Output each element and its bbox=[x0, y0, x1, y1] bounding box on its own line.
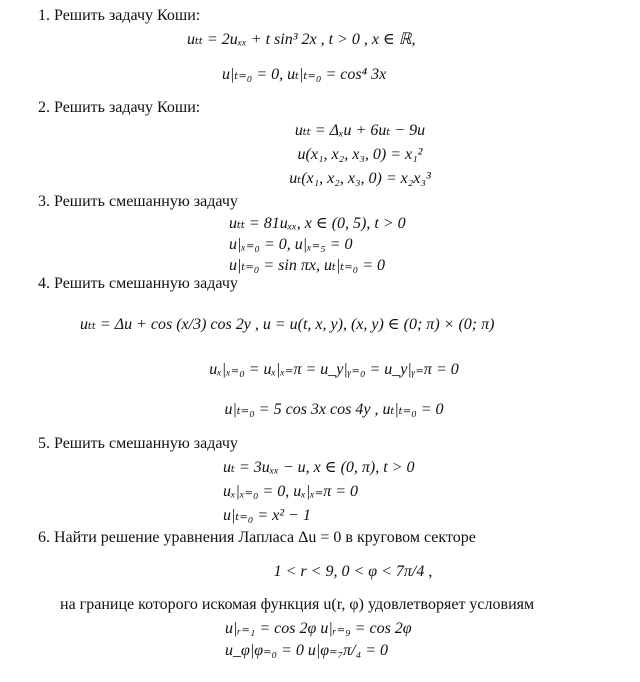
problem-3-initial: u|ₜ₌₀ = sin πx, uₜ|ₜ₌₀ = 0 bbox=[229, 257, 386, 274]
problem-title: Решить смешанную задачу bbox=[54, 275, 238, 292]
problem-number: 5. bbox=[38, 435, 50, 452]
problem-2-initial-ut: uₜ(x₁, x₂, x₃, 0) = x₂x₃³ bbox=[289, 170, 431, 187]
problem-1-equation: uₜₜ = 2uₓₓ + t sin³ 2x , t > 0 , x ∈ ℝ, bbox=[187, 31, 416, 48]
problem-4-initial: u|ₜ₌₀ = 5 cos 3x cos 4y , uₜ|ₜ₌₀ = 0 bbox=[224, 401, 444, 418]
problem-title: Решить задачу Коши: bbox=[54, 7, 201, 24]
problem-2-heading bbox=[38, 98, 200, 118]
problem-1-heading bbox=[38, 6, 200, 26]
problem-4-heading bbox=[38, 274, 238, 294]
problem-4-equation: uₜₜ = Δu + cos (x/3) cos 2y , u = u(t, x, y), (x, y) ∈ (0; π) × (0; π) bbox=[80, 316, 495, 333]
problem-title: Найти решение уравнения Лапласа Δu = 0 в круговом секторе bbox=[54, 529, 476, 546]
problem-5-initial: u|ₜ₌₀ = x² − 1 bbox=[223, 507, 311, 524]
problem-6-conditions-r: u|ᵣ₌₁ = cos 2φ u|ᵣ₌₉ = cos 2φ bbox=[225, 620, 412, 637]
problem-title: Решить смешанную задачу bbox=[54, 193, 238, 210]
problem-3-equation: uₜₜ = 81uₓₓ, x ∈ (0, 5), t > 0 bbox=[229, 215, 406, 232]
problem-number: 1. bbox=[38, 7, 50, 24]
problem-5-equation: uₜ = 3uₓₓ − u, x ∈ (0, π), t > 0 bbox=[223, 459, 415, 476]
problem-2-equation: uₜₜ = Δₓu + 6uₜ − 9u bbox=[294, 122, 426, 139]
problem-2-initial-u: u(x₁, x₂, x₃, 0) = x₁² bbox=[297, 146, 423, 163]
problem-6-heading bbox=[38, 528, 476, 548]
problem-1-conditions: u|ₜ₌₀ = 0, uₜ|ₜ₌₀ = cos⁴ 3x bbox=[222, 66, 387, 83]
problem-3-boundary: u|ₓ₌₀ = 0, u|ₓ₌₅ = 0 bbox=[229, 236, 353, 253]
problem-6-domain: 1 < r < 9, 0 < φ < 7π/4 , bbox=[273, 563, 433, 580]
problem-number: 3. bbox=[38, 193, 50, 210]
problem-5-heading bbox=[38, 434, 238, 454]
problem-6-conditions-phi: u_φ|φ₌₀ = 0 u|φ₌₇π/₄ = 0 bbox=[225, 642, 388, 659]
problem-4-boundary: uₓ|ₓ₌₀ = uₓ|ₓ₌π = u_y|ᵧ₌₀ = u_y|ᵧ₌π = 0 bbox=[209, 361, 459, 378]
problem-6-text: на границе которого искомая функция u(r, φ) удовлетворяет условиям bbox=[60, 596, 535, 613]
problem-number: 6. bbox=[38, 529, 50, 546]
problem-title: Решить смешанную задачу bbox=[54, 435, 238, 452]
problem-5-boundary: uₓ|ₓ₌₀ = 0, uₓ|ₓ₌π = 0 bbox=[223, 483, 359, 500]
problem-number: 4. bbox=[38, 275, 50, 292]
problem-title: Решить задачу Коши: bbox=[54, 99, 201, 116]
problem-number: 2. bbox=[38, 99, 50, 116]
problem-3-heading bbox=[38, 192, 238, 212]
